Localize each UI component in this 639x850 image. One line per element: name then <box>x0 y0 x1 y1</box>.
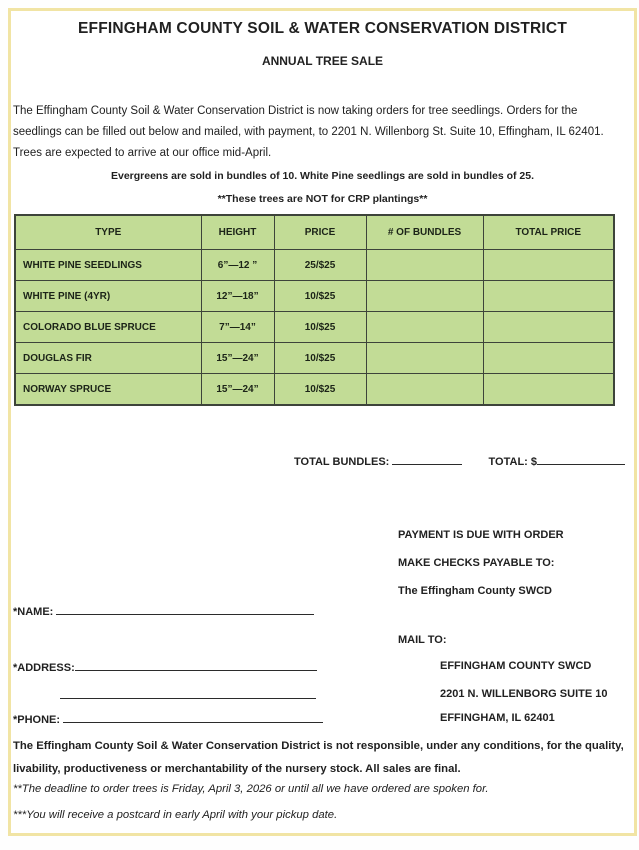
name-row <box>13 602 314 618</box>
total-bundles-field[interactable] <box>392 452 462 465</box>
bundle-note: Evergreens are sold in bundles of 10. White Pine seedlings are sold in bundles of 25. <box>110 170 535 182</box>
cell-price: 25/$25 <box>274 250 366 281</box>
cell-height: 15”—24” <box>201 374 274 406</box>
address-row <box>13 658 317 674</box>
total-bundles-label: TOTAL BUNDLES: <box>294 456 390 468</box>
cell-total-input[interactable] <box>483 250 614 281</box>
table-row <box>15 374 614 406</box>
cell-type: COLORADO BLUE SPRUCE <box>15 312 201 343</box>
cell-price: 10/$25 <box>274 312 366 343</box>
postcard-note: ***You will receive a postcard in early April with your pickup date. <box>13 809 338 821</box>
cell-type: WHITE PINE SEEDLINGS <box>15 250 201 281</box>
cell-height: 6”—12 ” <box>201 250 274 281</box>
payment-block <box>398 521 564 605</box>
total-label: TOTAL: $ <box>488 456 538 468</box>
page-subtitle: ANNUAL TREE SALE <box>261 54 384 68</box>
name-label: *NAME: <box>13 606 54 618</box>
header-price: PRICE <box>274 215 366 250</box>
cell-bundles-input[interactable] <box>366 374 483 406</box>
cell-total-input[interactable] <box>483 343 614 374</box>
cell-type: WHITE PINE (4YR) <box>15 281 201 312</box>
deadline-note: **The deadline to order trees is Friday, April 3, 2026 or until all we have ordered are spoken for. <box>13 783 489 795</box>
cell-height: 7”—14” <box>201 312 274 343</box>
header-bundles: # OF BUNDLES <box>366 215 483 250</box>
price-table <box>14 214 615 406</box>
cell-bundles-input[interactable] <box>366 281 483 312</box>
name-field[interactable] <box>56 602 314 615</box>
cell-total-input[interactable] <box>483 374 614 406</box>
cell-total-input[interactable] <box>483 281 614 312</box>
cell-total-input[interactable] <box>483 312 614 343</box>
mailto-label: MAIL TO: <box>398 634 447 646</box>
phone-label: *PHONE: <box>13 714 61 726</box>
payment-line-1: PAYMENT IS DUE WITH ORDER <box>398 529 564 541</box>
cell-bundles-input[interactable] <box>366 343 483 374</box>
table-row <box>15 281 614 312</box>
mailto-line-2: 2201 N. WILLENBORG SUITE 10 <box>440 688 608 700</box>
total-field[interactable] <box>537 452 625 465</box>
header-total-price: TOTAL PRICE <box>483 215 614 250</box>
table-row <box>15 312 614 343</box>
intro-paragraph: The Effingham County Soil & Water Conservation District is now taking orders for tree seedlings. Orders for the seedlings can be filled out below and mailed, with payment, to 2201 N. Willenborg St. Suite 10, Effingham, IL 62401. Trees are expected to arrive at our office mid-April. <box>13 105 604 159</box>
totals-row <box>294 452 625 468</box>
cell-price: 10/$25 <box>274 374 366 406</box>
cell-type: DOUGLAS FIR <box>15 343 201 374</box>
header-height: HEIGHT <box>201 215 274 250</box>
disclaimer-text: The Effingham County Soil & Water Conservation District is not responsible, under any conditions, for the quality, livability, productiveness or merchantability of the nursery stock. All sales are final. <box>13 740 624 775</box>
address-field[interactable] <box>75 658 317 671</box>
address-field-2[interactable] <box>60 686 316 699</box>
payment-line-2: MAKE CHECKS PAYABLE TO: <box>398 557 555 569</box>
cell-price: 10/$25 <box>274 343 366 374</box>
order-form-page <box>8 8 637 836</box>
cell-type: NORWAY SPRUCE <box>15 374 201 406</box>
table-row <box>15 343 614 374</box>
address-label: *ADDRESS: <box>13 662 75 674</box>
cell-height: 15”—24” <box>201 343 274 374</box>
table-header-row <box>15 215 614 250</box>
cell-price: 10/$25 <box>274 281 366 312</box>
mailto-line-3: EFFINGHAM, IL 62401 <box>440 712 555 724</box>
table-row <box>15 250 614 281</box>
cell-bundles-input[interactable] <box>366 312 483 343</box>
address-row-2 <box>13 686 316 704</box>
cell-bundles-input[interactable] <box>366 250 483 281</box>
payment-line-3: The Effingham County SWCD <box>398 585 552 597</box>
phone-row <box>13 710 323 726</box>
mailto-line-1: EFFINGHAM COUNTY SWCD <box>440 660 592 672</box>
cell-height: 12”—18” <box>201 281 274 312</box>
crp-note: **These trees are NOT for CRP plantings** <box>217 193 428 205</box>
page-title: EFFINGHAM COUNTY SOIL & WATER CONSERVATION DISTRICT <box>78 20 567 37</box>
header-type: TYPE <box>15 215 201 250</box>
phone-field[interactable] <box>63 710 323 723</box>
